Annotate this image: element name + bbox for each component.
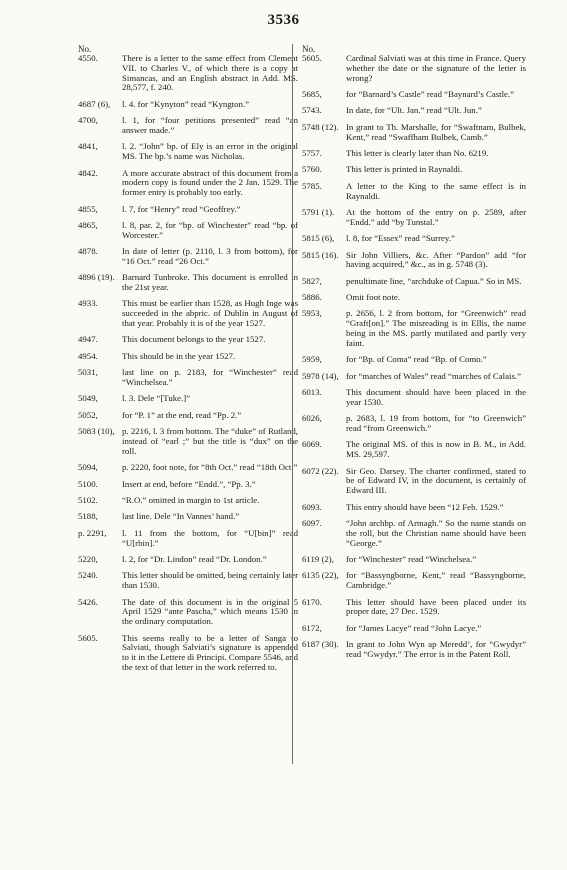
list-item bbox=[78, 571, 298, 591]
entry-number: 6172, bbox=[302, 622, 322, 633]
entry-number: 5605. bbox=[78, 632, 98, 643]
entry-text: for “James Lacye” read “John Lacye.” bbox=[346, 622, 482, 633]
entry-text: l. 3. Dele “[Tuke.]” bbox=[122, 393, 191, 404]
list-item bbox=[78, 100, 298, 110]
entry-number: 6187 (30). bbox=[302, 639, 339, 650]
entry-text: This seems really to be a letter of Sanga to Salviati, though Salviati’s signature is appended to it in the Lettere di Principi. Compare 5546, and the text of that letter in the work referred to. bbox=[122, 632, 298, 672]
list-item bbox=[302, 355, 526, 365]
list-item bbox=[78, 634, 298, 673]
entry-text: This letter should have been placed under its proper date, 27 Dec. 1529. bbox=[346, 596, 526, 617]
list-item bbox=[78, 427, 298, 456]
entry-text: In date of letter (p. 2110, l. 3 from bottom), for “16 Oct.” read “26 Oct.” bbox=[122, 246, 298, 266]
entry-list bbox=[302, 54, 526, 660]
list-item bbox=[302, 598, 526, 618]
entry-text: This letter should be omitted, being certainly later than 1530. bbox=[122, 570, 298, 591]
list-item bbox=[78, 221, 298, 241]
entry-number: 5426. bbox=[78, 596, 98, 607]
list-item bbox=[302, 519, 526, 548]
entry-text: This should be in the year 1527. bbox=[122, 350, 236, 361]
entry-text: for “marches of Wales” read “marches of Calais.” bbox=[346, 370, 521, 381]
list-item bbox=[78, 142, 298, 162]
entry-text: for “Barnard’s Castle” read “Baynard’s Castle.” bbox=[346, 88, 515, 99]
list-item bbox=[302, 182, 526, 202]
list-item bbox=[78, 299, 298, 328]
entry-number: 4687 (6), bbox=[78, 98, 111, 109]
list-item bbox=[78, 273, 298, 293]
entry-number: 5743. bbox=[302, 105, 322, 116]
entry-number: 5978 (14), bbox=[302, 370, 339, 381]
entry-number: 4842. bbox=[78, 167, 98, 178]
entry-number: 4947. bbox=[78, 334, 98, 345]
entry-text: This entry should have been “12 Feb. 1529.” bbox=[346, 501, 504, 512]
list-item bbox=[302, 234, 526, 244]
list-item bbox=[78, 411, 298, 421]
list-item bbox=[302, 440, 526, 460]
entry-text: p. 2216, l. 3 from bottom. The “duke” of Rutland, instead of “earl ;” but the title is “dux” on the roll. bbox=[122, 426, 298, 456]
list-item bbox=[302, 555, 526, 565]
entry-number: 4954. bbox=[78, 350, 98, 361]
entry-text: for “Bp. of Coma” read “Bp. of Como.” bbox=[346, 354, 487, 365]
entry-text: l. 4. for “Kynyton” read “Kyngton.” bbox=[122, 98, 250, 109]
entry-list bbox=[78, 54, 298, 673]
list-item bbox=[78, 512, 298, 522]
entry-number: 5102. bbox=[78, 494, 98, 505]
entry-number: 6135 (22), bbox=[302, 570, 339, 581]
entry-text: In grant to John Wyn ap Meredd’, for “Gwydyr” read “Gwydyr.” The error is in the Patent Roll. bbox=[346, 639, 526, 659]
entry-text: At the bottom of the entry on p. 2589, after “Endd.” add “by Tunstal.” bbox=[346, 206, 526, 227]
entry-text: This must be earlier than 1528, as Hugh Inge was succeeded in the abpric. of Dublin in August of that year. Probably it is of the year 1527. bbox=[122, 298, 298, 329]
list-item bbox=[302, 165, 526, 175]
list-item bbox=[302, 251, 526, 271]
list-item bbox=[78, 368, 298, 388]
entry-number: 5760. bbox=[302, 164, 322, 175]
entry-text: This letter is clearly later than No. 6219. bbox=[346, 147, 489, 158]
entry-number: 6072 (22). bbox=[302, 465, 339, 476]
entry-text: for “Winchester” read “Winchelsea.” bbox=[346, 553, 477, 564]
list-item bbox=[78, 555, 298, 565]
entry-text: The original MS. of this is now in B. M., in Add. MS. 29,597. bbox=[346, 439, 526, 460]
entry-number: 5953, bbox=[302, 308, 322, 319]
entry-text: p. 2220, foot note, for “8th Oct.” read “18th Oct.” bbox=[122, 462, 298, 473]
entry-number: 5240. bbox=[78, 570, 98, 581]
entry-number: 6026, bbox=[302, 413, 322, 424]
list-item bbox=[302, 640, 526, 660]
entry-text: Cardinal Salviati was at this time in France. Query whether the date or the signature of the letter is wrong? bbox=[346, 53, 526, 83]
column-heading: No. bbox=[302, 44, 316, 54]
entry-text: This letter is printed in Raynaldi. bbox=[346, 164, 463, 175]
entry-number: 4878. bbox=[78, 246, 98, 257]
entry-text: Sir John Villiers, &c. After “Pardon” add “for having acquired,” &c., as in g. 5748 (3). bbox=[346, 249, 526, 270]
entry-number: 6013. bbox=[302, 387, 322, 398]
entry-number: 5827, bbox=[302, 275, 322, 286]
page-number: 3536 bbox=[267, 12, 300, 28]
left-column bbox=[78, 44, 298, 679]
entry-number: 4550. bbox=[78, 53, 98, 63]
entry-number: 4700, bbox=[78, 115, 98, 126]
list-item bbox=[78, 496, 298, 506]
list-item bbox=[78, 116, 298, 136]
entry-number: 6097. bbox=[302, 517, 322, 528]
entry-number: 5220, bbox=[78, 553, 98, 564]
entry-text: There is a letter to the same effect from Clement VII. to Charles V., of which there is a copy at Simancas, and an English abstract in Add. MS. 28,577, f. 240. bbox=[122, 53, 298, 93]
list-item bbox=[78, 169, 298, 198]
list-item bbox=[302, 571, 526, 591]
entry-number: 5049, bbox=[78, 393, 98, 404]
entry-text: Omit foot note. bbox=[346, 292, 400, 303]
entry-number: 5886. bbox=[302, 292, 322, 303]
entry-text: p. 2683, l. 19 from bottom, for “to Greenwich” read “from Greenwich.” bbox=[346, 413, 526, 434]
entry-number: 5100. bbox=[78, 478, 98, 489]
entry-number: 5188, bbox=[78, 511, 98, 522]
entry-number: 5785. bbox=[302, 180, 322, 191]
entry-text: last line on p. 2183, for “Winchester” read “Winchelsea.” bbox=[122, 367, 298, 388]
entry-number: 5685, bbox=[302, 88, 322, 99]
list-item bbox=[302, 90, 526, 100]
entry-number: 5815 (16). bbox=[302, 249, 339, 260]
entry-number: 5959, bbox=[302, 354, 322, 365]
list-item bbox=[302, 293, 526, 303]
list-item bbox=[302, 149, 526, 159]
entry-text: The date of this document is in the original 5 April 1529 “ante Pascha,” which means 1530 in the ordinary computation. bbox=[122, 596, 298, 627]
list-item bbox=[78, 335, 298, 345]
entry-number: 4855, bbox=[78, 203, 98, 214]
entry-number: 5815 (6), bbox=[302, 233, 335, 244]
entry-number: 6093. bbox=[302, 501, 322, 512]
entry-text: l. 2. “John” bp. of Ely is an error in the original MS. The bp.’s name was Nicholas. bbox=[122, 141, 298, 162]
list-item bbox=[302, 106, 526, 116]
entry-text: l. 11 from the bottom, for “U[bin]” read “U[rbin].” bbox=[122, 527, 298, 548]
entry-number: 5757. bbox=[302, 147, 322, 158]
list-item bbox=[302, 309, 526, 348]
list-item bbox=[78, 54, 298, 93]
list-item bbox=[302, 372, 526, 382]
list-item bbox=[78, 463, 298, 473]
entry-number: 5031, bbox=[78, 367, 98, 378]
entry-text: Insert at end, before “Endd.”, “Pp. 3.” bbox=[122, 478, 256, 489]
entry-text: last line. Dele “In Vannes’ hand.” bbox=[122, 511, 240, 522]
list-item bbox=[302, 414, 526, 434]
entry-text: l. 8, for “Essex” read “Surrey.” bbox=[346, 233, 455, 244]
entry-number: 6069. bbox=[302, 439, 322, 450]
entry-text: l. 7, for “Henry” read “Geoffrey.” bbox=[122, 203, 241, 214]
entry-number: 5791 (1). bbox=[302, 206, 335, 217]
entry-number: 4865, bbox=[78, 219, 98, 230]
entry-number: 4933. bbox=[78, 298, 98, 309]
entry-number: 6119 (2), bbox=[302, 553, 334, 564]
entry-text: l. 2, for “Dr. Lindon” read “Dr. London.” bbox=[122, 553, 267, 564]
entry-text: Sir Geo. Darsey. The charter confirmed, stated to be of Edward IV, in the document, is certainly of Edward III. bbox=[346, 465, 526, 496]
entry-text: Barnard Tunbroke. This document is enrolled in the 21st year. bbox=[122, 272, 298, 293]
entry-number: 5748 (12). bbox=[302, 121, 339, 132]
entry-text: A more accurate abstract of this document from a modern copy is found under the 2 Jan. 1529. The former entry is probably too early. bbox=[122, 167, 298, 198]
entry-number: 4841, bbox=[78, 141, 98, 152]
list-item bbox=[302, 624, 526, 634]
entry-number: 4896 (19). bbox=[78, 272, 115, 283]
list-item bbox=[302, 277, 526, 287]
column-divider bbox=[292, 44, 293, 764]
entry-number: 5094, bbox=[78, 462, 98, 473]
entry-text: “John archbp. of Armagh.” So the name stands on the roll, but the Christian name should have been “George.” bbox=[346, 517, 526, 548]
list-item bbox=[78, 352, 298, 362]
entry-text: penultimate line, “archduke of Capua.” So in MS. bbox=[346, 275, 522, 286]
list-item bbox=[78, 598, 298, 627]
entry-number: p. 2291, bbox=[78, 527, 107, 538]
list-item bbox=[78, 529, 298, 549]
list-item bbox=[302, 208, 526, 228]
column-heading: No. bbox=[78, 44, 92, 54]
entry-text: l. 8, par. 2, for “bp. of Winchester” read “bp. of Worcester.” bbox=[122, 219, 298, 240]
entry-number: 5052, bbox=[78, 409, 98, 420]
list-item bbox=[78, 394, 298, 404]
entry-text: This document belongs to the year 1527. bbox=[122, 334, 266, 345]
entry-text: for “Bassyngborne, Kent,” read “Bassyngborne, Cambridge.” bbox=[346, 570, 526, 591]
list-item bbox=[302, 54, 526, 83]
entry-number: 5605. bbox=[302, 53, 322, 63]
entry-text: This document should have been placed in the year 1530. bbox=[346, 387, 526, 407]
entry-text: “R.O.” omitted in margin to 1st article. bbox=[122, 494, 260, 505]
list-item bbox=[302, 467, 526, 496]
entry-text: In grant to Th. Marshalle, for “Swaftnam, Bulbek, Kent,” read “Swaffham Bulbek, Camb.” bbox=[346, 121, 526, 142]
list-item bbox=[302, 503, 526, 513]
list-item bbox=[78, 480, 298, 490]
list-item bbox=[302, 388, 526, 408]
right-column bbox=[302, 44, 526, 666]
entry-text: l. 1, for “four petitions presented” read “an answer made.” bbox=[122, 115, 298, 135]
list-item bbox=[302, 123, 526, 143]
entry-number: 6170. bbox=[302, 596, 322, 607]
entry-number: 5083 (10), bbox=[78, 426, 115, 437]
list-item bbox=[78, 247, 298, 267]
entry-text: for “P. 1” at the end, read “Pp. 2.” bbox=[122, 409, 242, 420]
list-item bbox=[78, 205, 298, 215]
entry-text: A letter to the King to the same effect is in Raynaldi. bbox=[346, 180, 526, 201]
entry-text: In date, for “Ult. Jan.” read “Ult. Jun.” bbox=[346, 105, 482, 116]
entry-text: p. 2656, l. 2 from bottom, for “Greenwich” read “Graft[on].” The misreading is in Ellis, the name being in the MS. partly mutilated and partly very faint. bbox=[346, 308, 526, 348]
